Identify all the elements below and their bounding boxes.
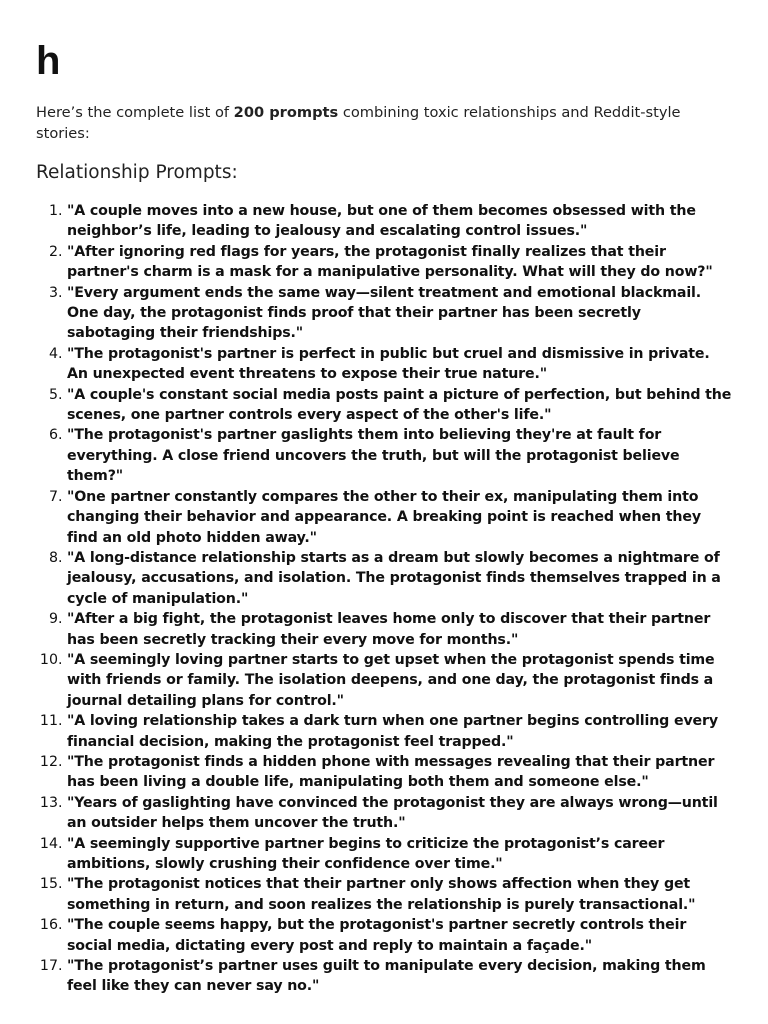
section-heading: Relationship Prompts: [36,162,238,183]
prompt-item [36,385,732,426]
page-title: h [36,39,61,83]
prompt-number: 14. [39,835,67,852]
prompt-text: "Years of gaslighting have convinced the protagonist they are always wrong—until an outsider helps them uncover the truth." [67,794,718,832]
prompt-item [36,650,732,711]
prompt-number: 12. [39,753,67,770]
prompt-number: 4. [48,345,67,362]
prompt-number: 15. [39,876,67,893]
prompt-item [36,609,732,650]
prompt-item [36,283,732,344]
prompt-item [36,344,732,385]
intro-paragraph [36,102,726,144]
prompt-list [36,201,732,997]
prompt-number: 2. [48,243,67,260]
prompt-number: 16. [39,917,67,934]
prompt-text: "The protagonist's partner is perfect in public but cruel and dismissive in private. An unexpected event threatens to expose their true nature." [67,345,710,383]
prompt-item [36,711,732,752]
prompt-text: "A seemingly supportive partner begins to criticize the protagonist’s career ambitions, slowly crushing their confidence over time." [67,835,665,872]
intro-suffix: combining toxic relationships and Reddit-style stories: [36,104,681,142]
prompt-text: "After ignoring red flags for years, the protagonist finally realizes that their partner's charm is a mask for a manipulative personality. What will they do now?" [67,243,713,281]
prompt-item [36,874,732,915]
prompt-text: "The couple seems happy, but the protagonist's partner secretly controls their social media, dictating every post and reply to maintain a façade." [67,917,687,954]
prompt-number: 8. [48,549,67,566]
intro-bold-count: 200 prompts [233,104,339,121]
prompt-item [36,548,732,609]
prompt-item [36,834,732,875]
prompt-text: "A seemingly loving partner starts to get upset when the protagonist spends time with friends or family. The isolation deepens, and one day, the protagonist finds a journal detailing plans for control." [67,651,715,709]
prompt-text: "The protagonist's partner gaslights them into believing they're at fault for everything. A close friend uncovers the truth, but will the protagonist believe them?" [67,427,680,485]
prompt-number: 1. [48,203,67,219]
prompt-number: 13. [39,794,67,811]
prompt-item [36,915,732,956]
prompt-text: "The protagonist’s partner uses guilt to manipulate every decision, making them feel like they can never say no." [67,958,706,995]
prompt-item [36,487,732,548]
prompt-number: 3. [48,284,67,301]
prompt-text: "A couple moves into a new house, but one of them becomes obsessed with the neighbor’s life, leading to jealousy and escalating control issues." [67,203,696,240]
prompt-text: "One partner constantly compares the other to their ex, manipulating them into changing their behavior and appearance. A breaking point is reached when they find an old photo hidden away." [67,488,701,546]
prompt-text: "A long-distance relationship starts as a dream but slowly becomes a nightmare of jealousy, accusations, and isolation. The protagonist finds themselves trapped in a cycle of manipulation." [67,549,721,607]
intro-prefix: Here’s the complete list of [36,104,234,121]
prompt-text: "A couple's constant social media posts paint a picture of perfection, but behind the scenes, one partner controls every aspect of the other's life." [67,386,732,424]
prompt-number: 17. [39,958,67,975]
prompt-number: 5. [48,386,67,403]
prompt-number: 11. [39,713,67,730]
prompt-item [36,425,732,486]
prompt-item [36,752,732,793]
prompt-text: "Every argument ends the same way—silent treatment and emotional blackmail. One day, the protagonist finds proof that their partner has been secretly sabotaging their friendships." [67,284,701,342]
prompt-text: "The protagonist finds a hidden phone with messages revealing that their partner has been living a double life, manipulating both them and someone else." [67,753,715,791]
prompt-number: 9. [48,611,67,628]
prompt-item [36,201,732,242]
prompt-number: 10. [39,651,67,668]
prompt-number: 6. [48,427,67,444]
prompt-item [36,793,732,834]
prompt-text: "A loving relationship takes a dark turn when one partner begins controlling every financial decision, making the protagonist feel trapped." [67,713,718,750]
prompt-text: "The protagonist notices that their partner only shows affection when they get something in return, and soon realizes the relationship is purely transactional." [67,876,696,913]
prompt-item [36,242,732,283]
prompt-text: "After a big fight, the protagonist leaves home only to discover that their partner has been secretly tracking their every move for months." [67,611,711,648]
prompt-item [36,956,732,997]
prompt-number: 7. [48,488,67,505]
